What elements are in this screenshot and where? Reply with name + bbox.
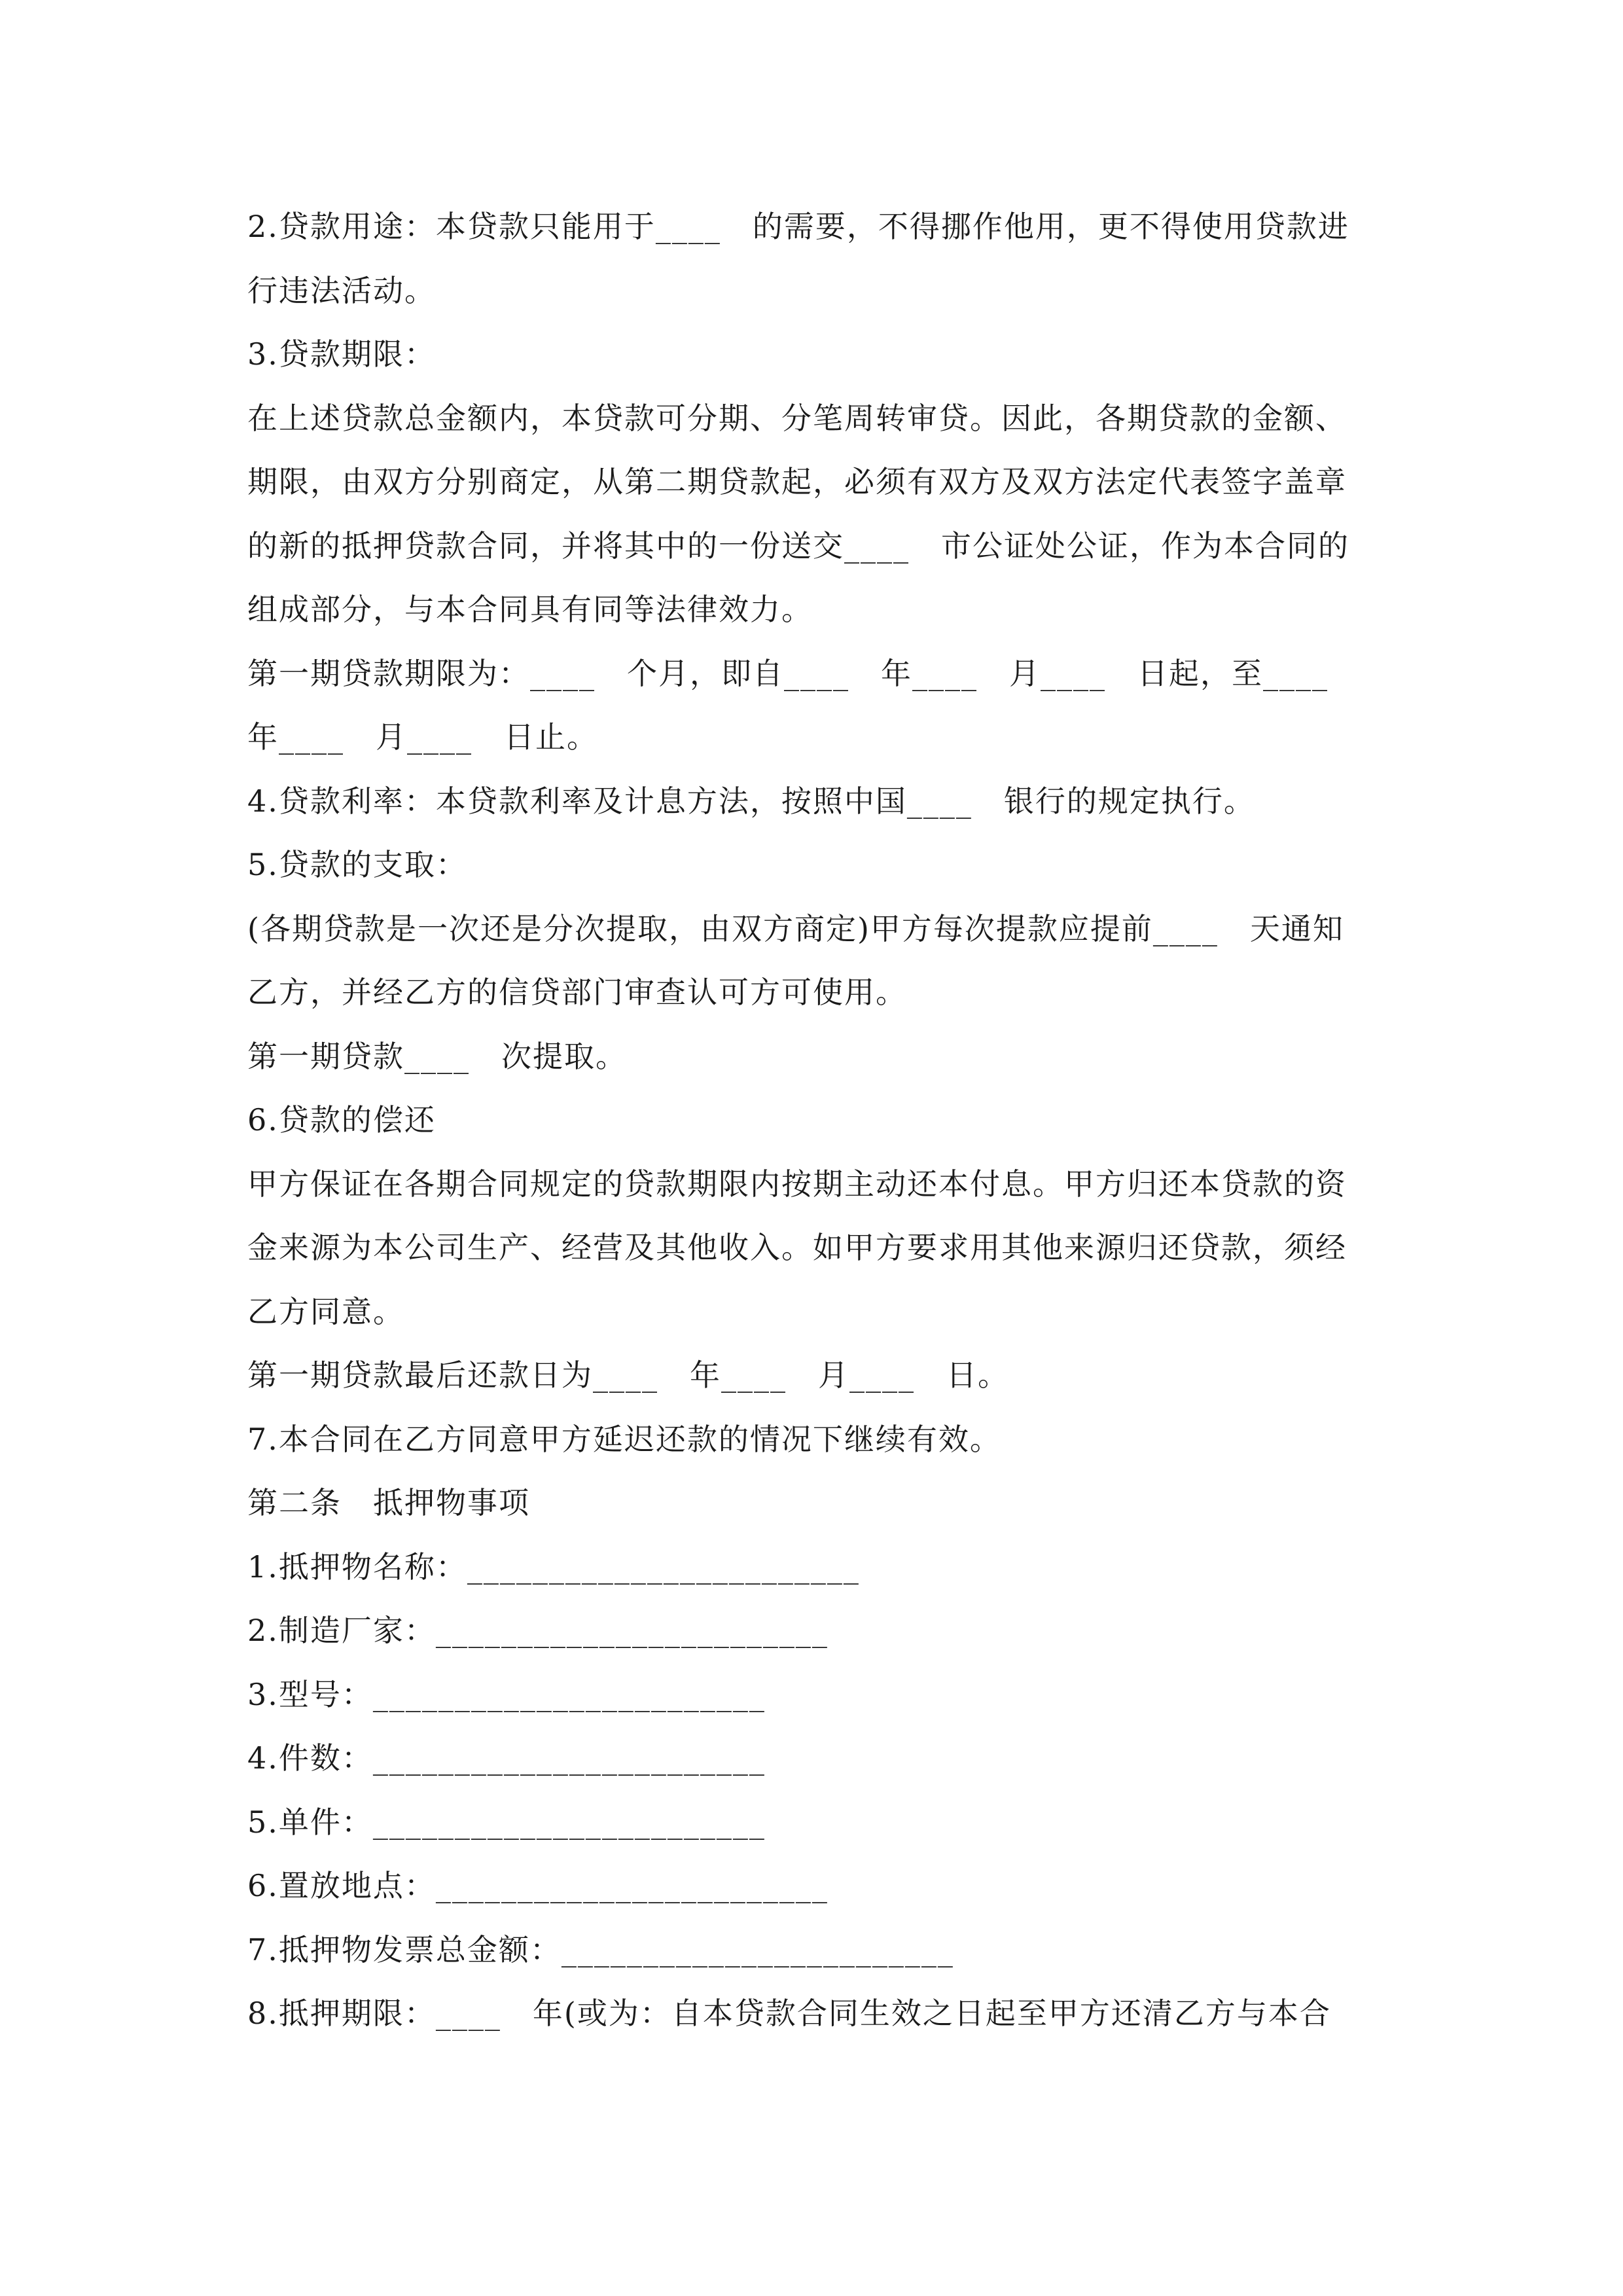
- text-line-26: 5.单件：________________________: [247, 1804, 766, 1840]
- text-line-9: 年____ 月____ 日止。: [247, 719, 598, 755]
- text-line-28: 7.抵押物发票总金额：________________________: [247, 1931, 954, 1967]
- text-line-24: 3.型号：________________________: [247, 1676, 766, 1712]
- text-line-13: 乙方，并经乙方的信贷部门审查认可方可使用。: [247, 975, 907, 1010]
- text-line-21: 第二条 抵押物事项: [247, 1485, 530, 1520]
- text-line-8: 第一期贷款期限为：____ 个月，即自____ 年____ 月____ 日起，至____: [247, 655, 1329, 691]
- text-line-18: 乙方同意。: [247, 1293, 404, 1329]
- text-line-11: 5.贷款的支取：: [247, 847, 467, 882]
- text-line-7: 组成部分，与本合同具有同等法律效力。: [247, 592, 813, 627]
- text-line-6: 的新的抵押贷款合同，并将其中的一份送交____ 市公证处公证，作为本合同的: [247, 528, 1349, 564]
- text-line-19: 第一期贷款最后还款日为____ 年____ 月____ 日。: [247, 1357, 1009, 1393]
- text-line-23: 2.制造厂家：________________________: [247, 1613, 829, 1648]
- text-line-5: 期限，由双方分别商定，从第二期贷款起，必须有双方及双方法定代表签字盖章: [247, 464, 1347, 499]
- text-line-12: (各期贷款是一次还是分次提取，由双方商定)甲方每次提款应提前____ 天通知: [247, 910, 1344, 946]
- text-line-10: 4.贷款利率：本贷款利率及计息方法，按照中国____ 银行的规定执行。: [247, 783, 1255, 819]
- text-line-15: 6.贷款的偿还: [247, 1102, 436, 1138]
- text-line-22: 1.抵押物名称：________________________: [247, 1549, 860, 1585]
- text-line-2: 行违法活动。: [247, 272, 436, 308]
- text-line-3: 3.贷款期限：: [247, 336, 436, 372]
- text-line-16: 甲方保证在各期合同规定的贷款期限内按期主动还本付息。甲方归还本贷款的资: [247, 1166, 1347, 1202]
- text-line-27: 6.置放地点：________________________: [247, 1868, 829, 1903]
- text-line-20: 7.本合同在乙方同意甲方延迟还款的情况下继续有效。: [247, 1421, 1001, 1457]
- contract-page: [247, 195, 1380, 2046]
- text-line-17: 金来源为本公司生产、经营及其他收入。如甲方要求用其他来源归还贷款，须经: [247, 1230, 1347, 1265]
- text-line-14: 第一期贷款____ 次提取。: [247, 1038, 627, 1074]
- text-line-29: 8.抵押期限：____ 年(或为：自本贷款合同生效之日起至甲方还清乙方与本合: [247, 1996, 1331, 2031]
- text-line-4: 在上述贷款总金额内，本贷款可分期、分笔周转审贷。因此，各期贷款的金额、: [247, 400, 1347, 436]
- text-line-25: 4.件数：________________________: [247, 1740, 766, 1776]
- text-line-1: 2.贷款用途：本贷款只能用于____ 的需要，不得挪作他用，更不得使用贷款进: [247, 209, 1349, 244]
